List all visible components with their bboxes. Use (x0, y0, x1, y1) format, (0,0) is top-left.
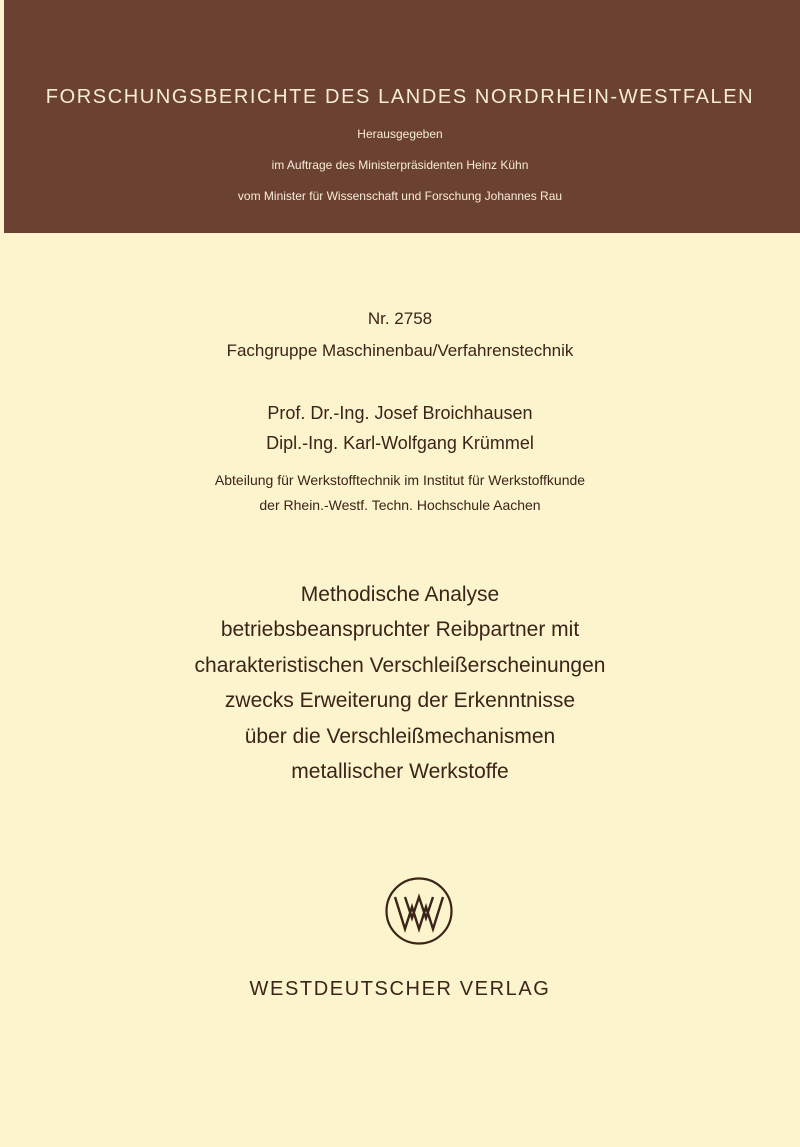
title-line: über die Verschleißmechanismen (244, 724, 556, 748)
report-number: Nr. 2758 (367, 309, 433, 328)
affiliation-line-1: Abteilung für Werkstofftechnik im Institut für Werkstoffkunde (214, 472, 586, 488)
publisher-logo-icon (384, 876, 454, 946)
title-line: betriebsbeanspruchter Reibpartner mit (220, 618, 580, 642)
series-title: FORSCHUNGSBERICHTE DES LANDES NORDRHEIN-WESTFALEN (45, 86, 755, 108)
subject-group: Fachgruppe Maschinenbau/Verfahrenstechnik (226, 341, 574, 360)
title-line: charakteristischen Verschleißerscheinungen (194, 653, 606, 677)
book-title (0, 577, 800, 789)
minister-note: vom Minister für Wissenschaft und Forschung Johannes Rau (237, 189, 563, 203)
title-line: Methodische Analyse (300, 583, 500, 606)
commission-note: im Auftrage des Ministerpräsidenten Heinz Kühn (271, 158, 529, 172)
affiliation-line-2: der Rhein.-Westf. Techn. Hochschule Aachen (259, 497, 541, 513)
publisher-name: WESTDEUTSCHER VERLAG (249, 978, 551, 1000)
title-line: metallischer Werkstoffe (291, 760, 509, 784)
title-line: zwecks Erweiterung der Erkenntnisse (224, 689, 576, 713)
author-1: Prof. Dr.-Ing. Josef Broichhausen (267, 403, 533, 423)
editor-note: Herausgegeben (357, 127, 443, 141)
author-2: Dipl.-Ing. Karl-Wolfgang Krümmel (266, 433, 534, 453)
